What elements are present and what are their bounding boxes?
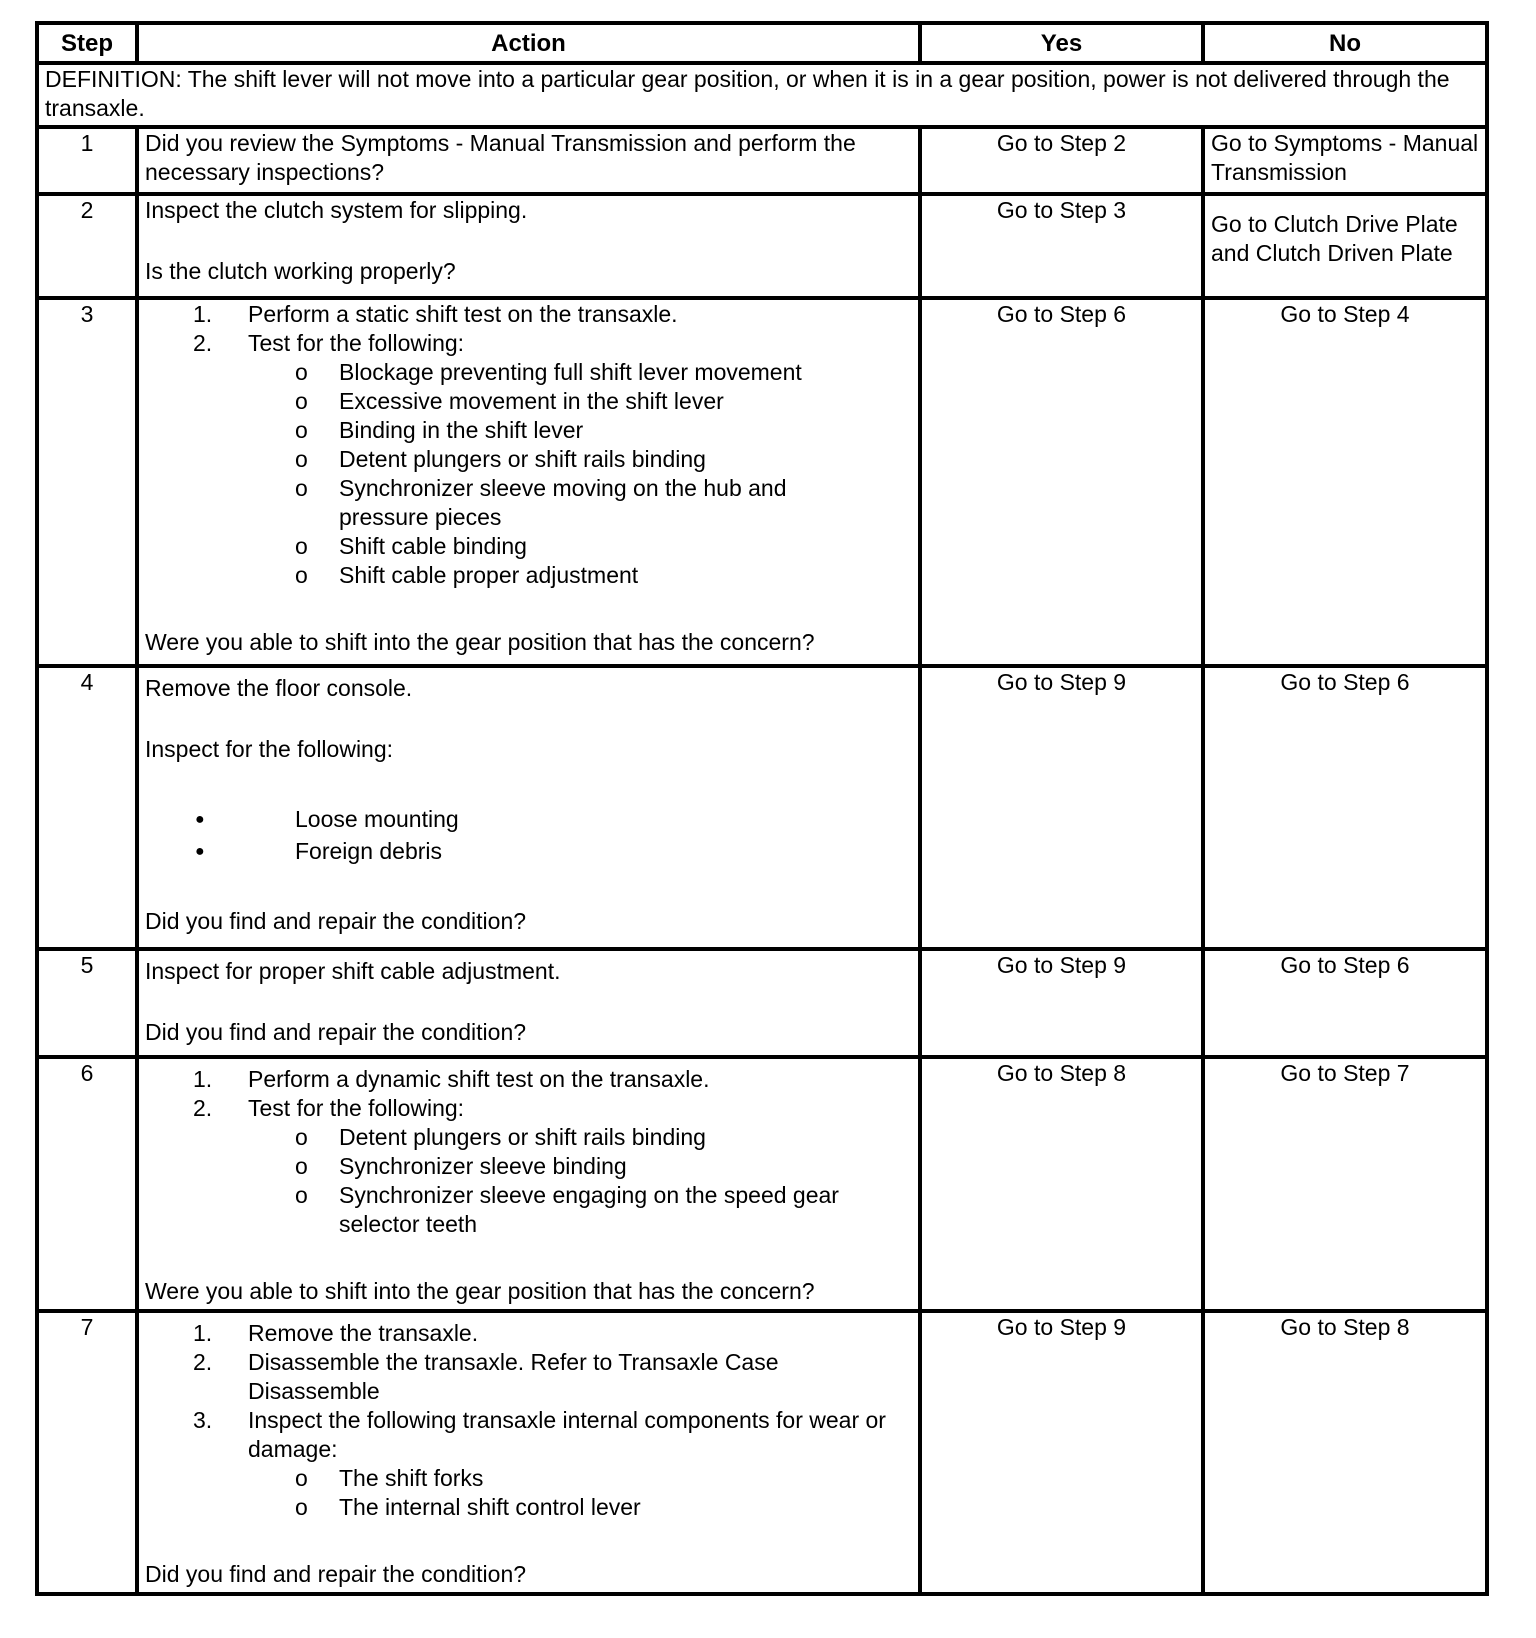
- yes-cell: Go to Step 2: [920, 127, 1203, 194]
- numbered-item: 2. Disassemble the transaxle. Refer to Transaxle Case Disassemble: [193, 1349, 779, 1404]
- no-cell: Go to Symptoms - Manual Transmission: [1203, 127, 1487, 194]
- action-text: Inspect for the following:: [145, 736, 394, 762]
- no-cell: Go to Step 6: [1203, 666, 1487, 949]
- table-row: [37, 949, 1487, 1057]
- no-cell: Go to Step 8: [1203, 1311, 1487, 1594]
- yes-cell: Go to Step 8: [920, 1057, 1203, 1311]
- step-number: 5: [37, 949, 137, 1057]
- table-row: [37, 666, 1487, 949]
- yes-cell: Go to Step 9: [920, 949, 1203, 1057]
- question-text: Is the clutch working properly?: [145, 258, 456, 284]
- sub-item: o Synchronizer sleeve binding: [295, 1153, 627, 1179]
- question-text: Did you find and repair the condition?: [145, 1019, 527, 1045]
- table-row: [37, 1311, 1487, 1594]
- yes-cell: Go to Step 3: [920, 194, 1203, 298]
- action-text: Inspect for proper shift cable adjustment.: [145, 958, 561, 984]
- question-text: Were you able to shift into the gear position that has the concern?: [145, 1278, 815, 1304]
- numbered-item: 1. Perform a static shift test on the transaxle.: [193, 301, 678, 327]
- header-action: Action: [137, 23, 920, 63]
- table-row: [37, 194, 1487, 298]
- sub-item: o Shift cable proper adjustment: [295, 562, 639, 588]
- definition-text: DEFINITION: The shift lever will not move into a particular gear position, or when it is in a gear position, power is not delivered through the transaxle.: [37, 63, 1487, 127]
- question-text: Did you find and repair the condition?: [145, 1561, 527, 1587]
- sub-item: o The internal shift control lever: [295, 1494, 641, 1520]
- definition-row: [37, 63, 1487, 127]
- table-row: [37, 1057, 1487, 1311]
- step-number: 2: [37, 194, 137, 298]
- diagnostic-table: [35, 21, 1489, 1596]
- action-text: Did you review the Symptoms - Manual Transmission and perform the necessary inspections?: [145, 130, 856, 185]
- yes-cell: Go to Step 9: [920, 1311, 1203, 1594]
- numbered-item: 2. Test for the following:: [193, 1095, 465, 1121]
- action-cell: [137, 1311, 920, 1594]
- header-step: Step: [37, 23, 137, 63]
- numbered-item: 3. Inspect the following transaxle internal components for wear or damage:: [193, 1407, 886, 1462]
- action-cell: [137, 298, 920, 666]
- yes-cell: Go to Step 9: [920, 666, 1203, 949]
- sub-item: o Synchronizer sleeve moving on the hub and pressure pieces: [295, 475, 787, 530]
- sub-item: o Synchronizer sleeve engaging on the speed gear selector teeth: [295, 1182, 839, 1237]
- step-number: 1: [37, 127, 137, 194]
- header-no: No: [1203, 23, 1487, 63]
- numbered-item: 2. Test for the following:: [193, 330, 465, 356]
- no-cell: Go to Step 7: [1203, 1057, 1487, 1311]
- action-cell: [137, 127, 920, 194]
- step-number: 7: [37, 1311, 137, 1594]
- step-number: 6: [37, 1057, 137, 1311]
- table-row: [37, 127, 1487, 194]
- step-number: 4: [37, 666, 137, 949]
- step-number: 3: [37, 298, 137, 666]
- sub-item: o Excessive movement in the shift lever: [295, 388, 724, 414]
- header-yes: Yes: [920, 23, 1203, 63]
- action-text: Remove the floor console.: [145, 675, 413, 701]
- action-cell: [137, 949, 920, 1057]
- question-text: Were you able to shift into the gear position that has the concern?: [145, 629, 815, 655]
- bullet-item: ● Foreign debris: [195, 838, 443, 864]
- table-row: [37, 298, 1487, 666]
- no-cell: Go to Step 6: [1203, 949, 1487, 1057]
- sub-item: o Detent plungers or shift rails binding: [295, 446, 706, 472]
- numbered-item: 1. Perform a dynamic shift test on the transaxle.: [193, 1066, 710, 1092]
- sub-item: o Shift cable binding: [295, 533, 527, 559]
- sub-item: o The shift forks: [295, 1465, 484, 1491]
- sub-item: o Detent plungers or shift rails binding: [295, 1124, 706, 1150]
- header-row: [37, 23, 1487, 63]
- action-cell: [137, 194, 920, 298]
- action-cell: [137, 1057, 920, 1311]
- no-cell: Go to Step 4: [1203, 298, 1487, 666]
- sub-item: o Binding in the shift lever: [295, 417, 584, 443]
- question-text: Did you find and repair the condition?: [145, 908, 527, 934]
- action-cell: [137, 666, 920, 949]
- numbered-item: 1. Remove the transaxle.: [193, 1320, 479, 1346]
- no-cell: Go to Clutch Drive Plate and Clutch Driven Plate: [1203, 194, 1487, 298]
- bullet-item: ● Loose mounting: [195, 806, 459, 832]
- sub-item: o Blockage preventing full shift lever movement: [295, 359, 802, 385]
- action-text: Inspect the clutch system for slipping.: [145, 197, 528, 223]
- diagnostic-table-wrapper: [35, 21, 1489, 1596]
- yes-cell: Go to Step 6: [920, 298, 1203, 666]
